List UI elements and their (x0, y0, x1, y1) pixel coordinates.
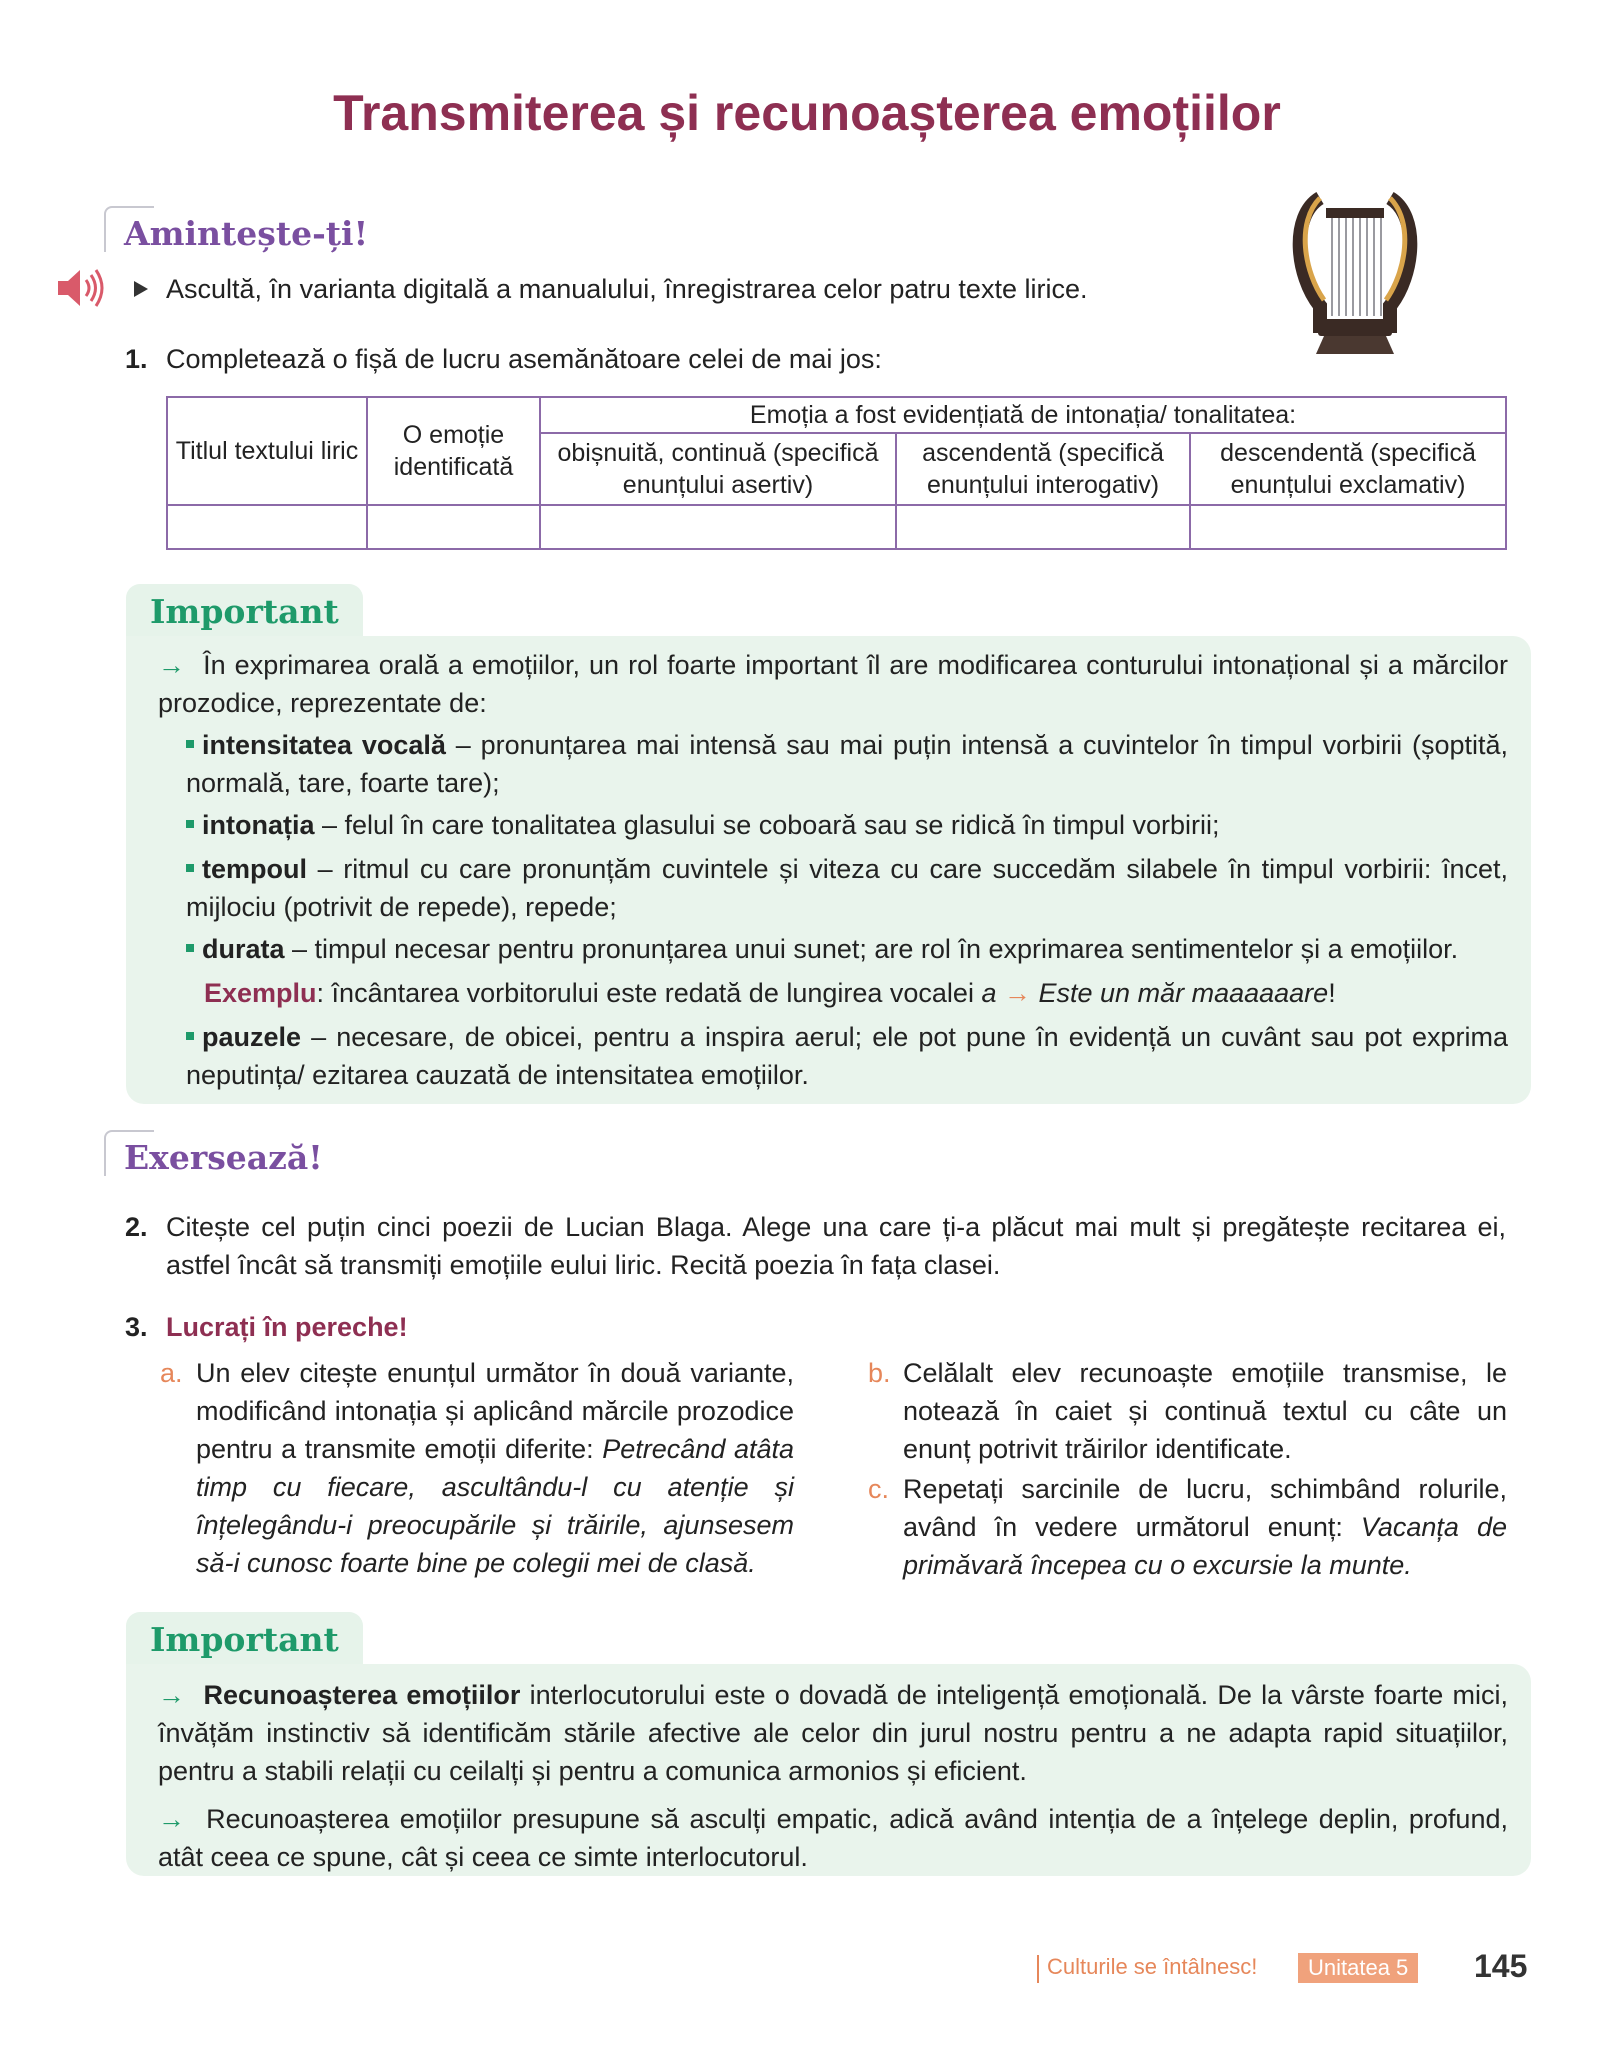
table-subheader-exclamative: descendentă (specifică enunțului exclamativ) (1190, 433, 1506, 505)
speaker-icon[interactable] (54, 266, 106, 310)
important-bold: Recunoașterea emoțiilor (203, 1680, 521, 1710)
list-item (186, 806, 1508, 844)
section-heading-exerseaza: Exersează! (124, 1138, 323, 1177)
square-bullet-icon (186, 740, 194, 748)
item-letter: b. (868, 1358, 891, 1388)
footer-unit-badge: Unitatea 5 (1298, 1953, 1418, 1983)
term-description: – felul în care tonalitatea glasului se coboară sau se ridică în timpul vorbirii; (314, 810, 1220, 840)
example-sentence: Este un măr maaaaaare (1038, 978, 1329, 1008)
example-end: ! (1328, 978, 1336, 1008)
important-intro-text: În exprimarea orală a emoțiilor, un rol foarte important îl are modificarea conturului intonațional și a mărcilor prozodice, reprezentate de: (158, 650, 1508, 718)
term-description: – necesare, de obicei, pentru a inspira aerul; ele pot pune în evidență un cuvânt sau pot exprima neputința/ ezitarea cauzată de intensitatea emoțiilor. (186, 1022, 1508, 1090)
item-a-sentence: Petrecând atâta timp cu fiecare, ascultându-l cu atenție și înțelegându-i preocupările și trăirile, ajunsesem să-i cunosc foarte bine pe colegii mei de clasă. (196, 1434, 794, 1578)
example-line (204, 974, 1504, 1012)
exercise-number: 1. (125, 344, 148, 374)
term: intonația (202, 810, 315, 840)
play-triangle-icon (132, 279, 150, 299)
table-header-title: Titlul textului liric (167, 397, 367, 505)
arrow-right-icon: → (158, 1804, 185, 1834)
table-subheader-interrogative: ascendentă (specifică enunțului interogativ) (896, 433, 1190, 505)
square-bullet-icon (186, 1032, 194, 1040)
section-heading-aminteste: Amintește-ți! (124, 214, 369, 253)
term: pauzele (202, 1022, 302, 1052)
important-intro (158, 646, 1508, 722)
exercise-number: 2. (125, 1212, 148, 1242)
worksheet-table (166, 396, 1507, 550)
important-paragraph (158, 1800, 1508, 1876)
example-vowel: a (981, 978, 997, 1008)
list-item (186, 850, 1508, 926)
square-bullet-icon (186, 944, 194, 952)
table-cell[interactable] (167, 505, 367, 549)
term: tempoul (202, 854, 307, 884)
example-label: Exemplu (204, 978, 317, 1008)
important-paragraph (158, 1676, 1508, 1790)
table-cell[interactable] (540, 505, 896, 549)
table-subheader-assertive: obișnuită, continuă (specifică enunțului asertiv) (540, 433, 896, 505)
footer-chapter: Culturile se întâlnesc! (1047, 1954, 1258, 1979)
term: durata (202, 934, 285, 964)
page-title: Transmiterea și recunoașterea emoțiilor (333, 85, 1281, 141)
footer-divider (1037, 1955, 1039, 1983)
term-description: – pronunțarea mai intensă sau mai puțin intensă a cuvintelor în timpul vorbirii (șoptită, normală, tare, foarte tare); (186, 730, 1508, 798)
exercise-number: 3. (125, 1312, 148, 1342)
example-text: : încântarea vorbitorului este redată de lungirea vocalei (316, 978, 982, 1008)
item-letter: c. (868, 1474, 890, 1504)
important-text: interlocutorului este o dovadă de inteligență emoțională. De la vârste foarte mici, învățăm instinctiv să identificăm stările afective ale celor din jurul nostru pentru a ne adapta rapid situațiilor, pentru a stabili relații cu ceilalți și pentru a comunica armonios și eficient. (158, 1680, 1508, 1786)
page-number: 145 (1474, 1948, 1528, 1984)
arrow-right-icon: → (158, 1680, 185, 1710)
table-cell[interactable] (896, 505, 1190, 549)
item-c (903, 1470, 1507, 1584)
arrow-right-icon: → (1004, 978, 1031, 1008)
important-tab: Important (126, 1612, 363, 1664)
square-bullet-icon (186, 864, 194, 872)
item-c-sentence: Vacanța de primăvară începea cu o excursie la munte. (903, 1512, 1507, 1580)
term-description: – timpul necesar pentru pronunțarea unui sunet; are rol în exprimarea sentimentelor și a emoțiilor. (284, 934, 1459, 964)
arrow-right-icon: → (158, 650, 185, 680)
item-b: Celălalt elev recunoaște emoțiile transmise, le notează în caiet și continuă textul cu câte un enunț potrivit trăirilor identificate. (903, 1358, 1507, 1464)
exercise-title: Lucrați în pereche! (166, 1312, 408, 1342)
item-c-text: Repetați sarcinile de lucru, schimbând rolurile, având în vedere următorul enunț: (903, 1474, 1507, 1542)
term-description: – ritmul cu care pronunțăm cuvintele și viteza cu care succedăm silabele în timpul vorbirii: încet, mijlociu (potrivit de repede), repede; (186, 854, 1508, 922)
list-item (186, 930, 1508, 968)
table-cell[interactable] (1190, 505, 1506, 549)
important-tab: Important (126, 584, 363, 636)
exercise-text: Completează o fișă de lucru asemănătoare celei de mai jos: (166, 344, 882, 374)
term: intensitatea vocală (202, 730, 446, 760)
table-header-intonation: Emoția a fost evidențiată de intonația/ tonalitatea: (540, 397, 1506, 433)
list-item (186, 1018, 1508, 1094)
audio-instruction: Ascultă, în varianta digitală a manualului, înregistrarea celor patru texte lirice. (166, 274, 1088, 304)
exercise-text: Citește cel puțin cinci poezii de Lucian Blaga. Alege una care ți-a plăcut mai mult și pregătește recitarea ei, astfel încât să transmiți emoțiile eului liric. Recită poezia în fața clasei. (166, 1212, 1506, 1280)
list-item (186, 726, 1508, 802)
table-header-emotion: O emoție identificată (367, 397, 540, 505)
table-cell[interactable] (367, 505, 540, 549)
item-letter: a. (160, 1358, 183, 1388)
item-a (196, 1354, 794, 1582)
square-bullet-icon (186, 820, 194, 828)
lyre-icon (1290, 186, 1420, 362)
item-a-text: Un elev citește enunțul următor în două variante, modificând intonația și aplicând mărcile prozodice pentru a transmite emoții diferite: (196, 1358, 794, 1464)
important-text: Recunoașterea emoțiilor presupune să asculți empatic, adică având intenția de a înțelege deplin, profund, atât ceea ce spune, cât și ceea ce simte interlocutorul. (158, 1804, 1508, 1872)
